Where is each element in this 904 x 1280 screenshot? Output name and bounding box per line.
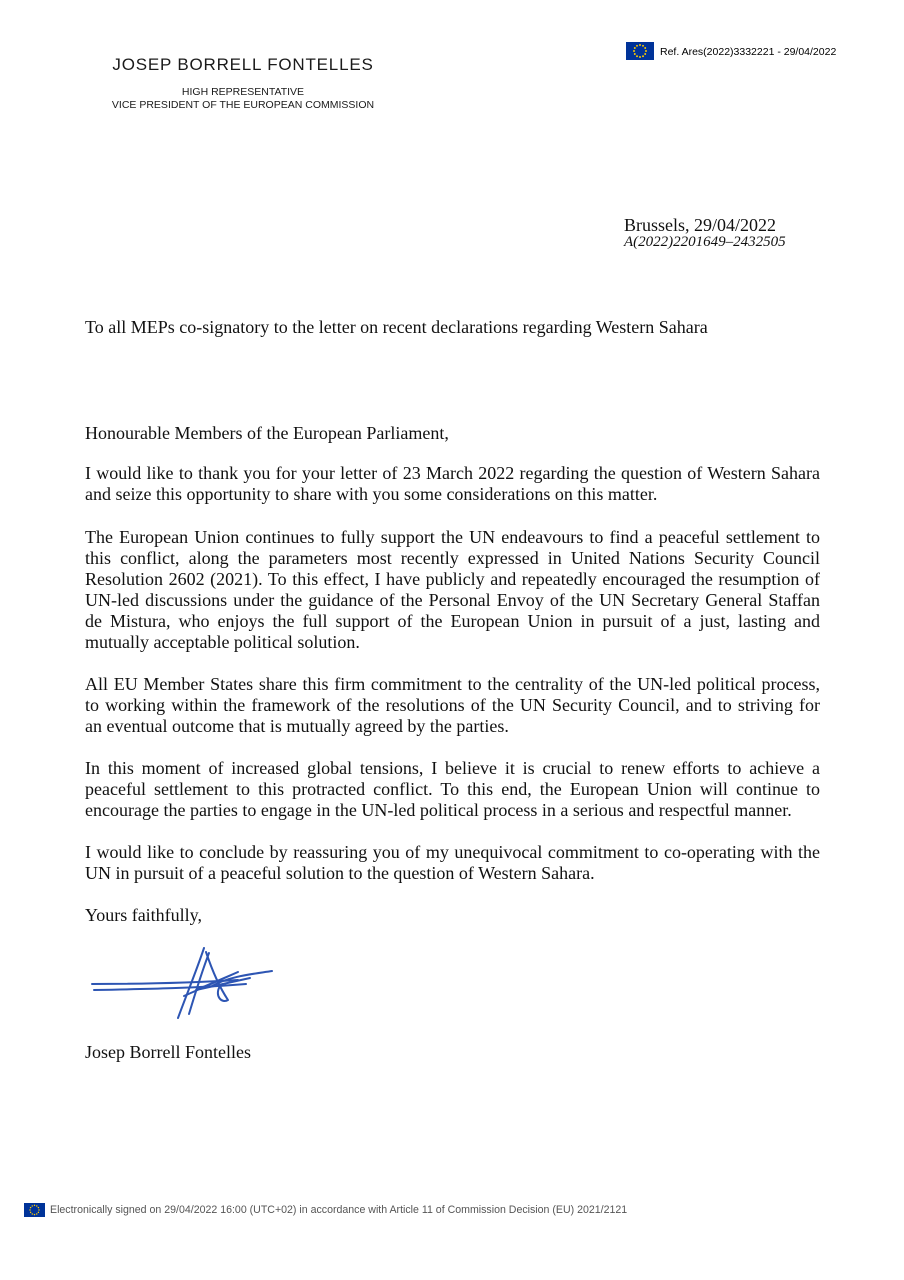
closing: [85, 905, 820, 926]
flag-star: [34, 1214, 35, 1215]
paragraph-line: I would like to thank you for your letter of 23 March 2022 regarding the question of Western Sahara: [85, 463, 820, 483]
author-name: JOSEP BORRELL FONTELLES: [112, 55, 374, 74]
salutation: [85, 423, 820, 444]
author-title-line-2: VICE PRESIDENT OF THE EUROPEAN COMMISSION: [111, 99, 375, 111]
flag-star: [38, 1209, 39, 1210]
paragraph-line: this conflict, along the parameters most recently expressed in United Nations Security Council: [85, 548, 820, 568]
eu-flag-icon: [24, 1203, 45, 1217]
paragraph-line: encourage the parties to engage in the UN-led political process in a serious and respectful manner.: [85, 800, 792, 820]
flag-star: [639, 56, 641, 58]
paragraph-line: UN-led discussions under the guidance of the Personal Envoy of the UN Secretary General Staffan: [85, 590, 820, 610]
body-paragraph-2: [85, 527, 820, 653]
flag-star: [636, 55, 638, 57]
flag-star: [30, 1207, 31, 1208]
recipient-text: To all MEPs co-signatory to the letter on recent declarations regarding Western Sahara: [85, 317, 708, 337]
flag-star: [642, 55, 644, 57]
paragraph-line: Resolution 2602 (2021). To this effect, I have publicly and repeatedly encouraged the resumption of: [85, 569, 820, 589]
flag-star: [36, 1213, 37, 1214]
paragraph-line: All EU Member States share this firm commitment to the centrality of the UN-led political process,: [85, 674, 820, 694]
flag-star: [636, 45, 638, 47]
ares-reference: Ref. Ares(2022)3332221 - 29/04/2022: [660, 46, 837, 58]
flag-star: [633, 50, 635, 52]
flag-star: [38, 1212, 39, 1213]
flag-star: [36, 1205, 37, 1206]
e-signature-notice: Electronically signed on 29/04/2022 16:00 (UTC+02) in accordance with Article 11 of Commission Decision (EU) 2021/2121: [50, 1204, 628, 1216]
body-paragraph-4: [85, 758, 820, 821]
author-title-line-1: HIGH REPRESENTATIVE: [181, 86, 305, 98]
body-paragraph-1: [85, 463, 820, 505]
place-and-date: Brussels, 29/04/2022: [624, 215, 777, 235]
paragraph-line: mutually acceptable political solution.: [85, 632, 360, 652]
signatory: [85, 1042, 820, 1063]
flag-star: [642, 45, 644, 47]
body-paragraph-5: [85, 842, 820, 884]
flag-star: [29, 1209, 30, 1210]
closing-text: Yours faithfully,: [85, 905, 203, 925]
body-paragraph-3: [85, 674, 820, 737]
signature-stroke: [206, 952, 228, 1001]
paragraph-line: and seize this opportunity to share with you some considerations on this matter.: [85, 484, 658, 504]
paragraph-line: peaceful settlement to this protracted conflict. To this end, the European Union will continue to: [85, 779, 820, 799]
flag-star: [634, 47, 636, 49]
paragraph-line: I would like to conclude by reassuring you of my unequivocal commitment to co-operating with the: [85, 842, 820, 862]
flag-star: [34, 1205, 35, 1206]
signatory-name: Josep Borrell Fontelles: [85, 1042, 251, 1062]
flag-star: [32, 1205, 33, 1206]
paragraph-line: to working within the framework of the resolutions of the UN Security Council, and to striving for: [85, 695, 820, 715]
flag-star: [32, 1213, 33, 1214]
document-number: A(2022)2201649–2432505: [624, 234, 786, 250]
paragraph-line: UN in pursuit of a peaceful solution to the question of Western Sahara.: [85, 863, 595, 883]
flag-star: [644, 47, 646, 49]
eu-flag-icon: [626, 42, 654, 60]
flag-star: [38, 1207, 39, 1208]
flag-star: [634, 53, 636, 55]
paragraph-line: The European Union continues to fully support the UN endeavours to find a peaceful settlement to: [85, 527, 820, 547]
letterhead: [93, 55, 393, 112]
flag-star: [30, 1212, 31, 1213]
paragraph-line: In this moment of increased global tensions, I believe it is crucial to renew efforts to achieve a: [85, 758, 820, 778]
recipient-line: [85, 317, 820, 338]
flag-star: [645, 50, 647, 52]
paragraph-line: an eventual outcome that is mutually agreed by the parties.: [85, 716, 509, 736]
handwritten-signature: [88, 944, 278, 1024]
flag-star: [644, 53, 646, 55]
flag-star: [639, 44, 641, 46]
paragraph-line: de Mistura, who enjoys the full support of the European Union in pursuit of a just, lasting and: [85, 611, 820, 631]
salutation-text: Honourable Members of the European Parliament,: [85, 423, 449, 443]
